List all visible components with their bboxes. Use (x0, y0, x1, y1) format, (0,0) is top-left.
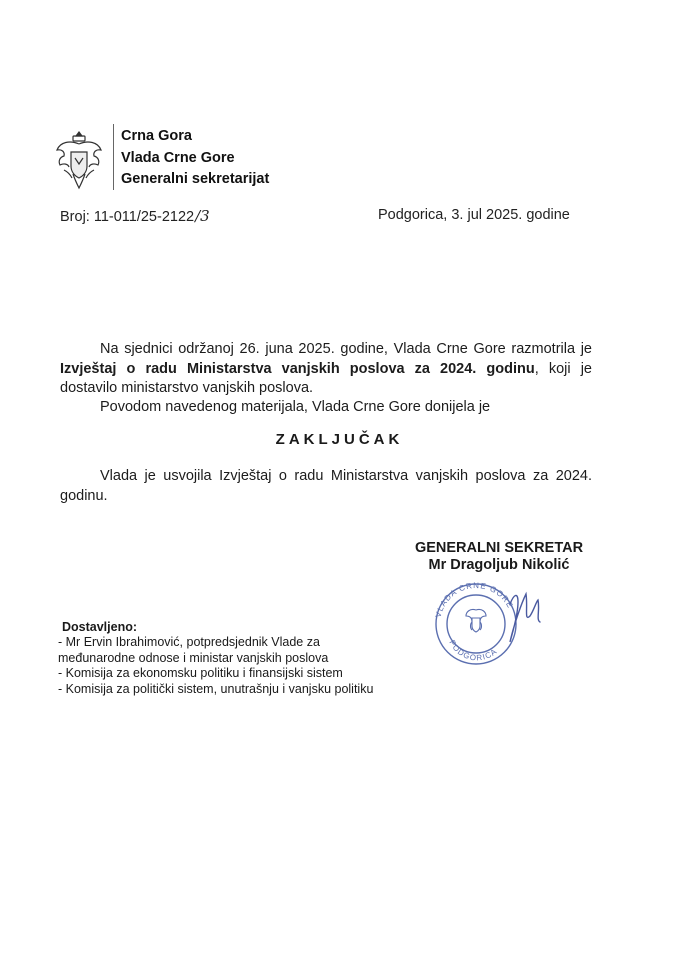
svg-text:VLADA CRNE GORE: VLADA CRNE GORE (433, 580, 515, 619)
official-stamp (418, 572, 548, 672)
decision-title: ZAKLJUČAK (275, 431, 404, 448)
paragraph-session-outro: , koji je dostavilo ministarstvo vanjskih poslova. (60, 360, 592, 396)
distribution-list (58, 635, 373, 697)
distribution-item: - Mr Ervin Ibrahimović, potpredsjednik Vlade za (58, 635, 373, 651)
issuer-country: Crna Gora (121, 128, 192, 144)
header-divider (113, 124, 114, 190)
issuer-block (121, 126, 269, 191)
signatory-role: GENERALNI SEKRETAR (414, 540, 584, 556)
signatory-name: Mr Dragoljub Nikolić (428, 557, 570, 573)
distribution-item: - Komisija za politički sistem, unutrašnju i vanjsku politiku (58, 682, 373, 698)
paragraph-decision: Vlada je usvojila Izvještaj o radu Ministarstva vanjskih poslova za 2024. godinu. (60, 468, 592, 504)
distribution-title: Dostavljeno: (62, 620, 138, 634)
reference-number (60, 207, 210, 225)
paragraph-session (60, 340, 592, 399)
reference-label: Broj: 11-011/25-2122 (60, 209, 195, 225)
issuer-government: Vlada Crne Gore (121, 149, 235, 166)
paragraph-session-intro: Na sjednici održanoj 26. juna 2025. godine, Vlada Crne Gore razmotrila je (100, 341, 592, 357)
paragraph-decision-intro: Povodom navedenog materijala, Vlada Crne Gore donijela je (100, 399, 491, 415)
distribution-item-continuation: međunarodne odnose i ministar vanjskih poslova (58, 650, 329, 665)
document-date: Podgorica, 3. jul 2025. godine (378, 207, 570, 223)
reference-handwritten-suffix: /3 (195, 207, 210, 225)
report-title: Izvještaj o radu Ministarstva vanjskih poslova za 2024. godinu (60, 360, 535, 377)
distribution-item: - Komisija za ekonomsku politiku i finansijski sistem (58, 666, 373, 682)
coat-of-arms-icon (54, 130, 104, 192)
issuer-secretariat: Generalni sekretarijat (121, 171, 270, 187)
svg-text:PODGORICA: PODGORICA (447, 638, 500, 663)
